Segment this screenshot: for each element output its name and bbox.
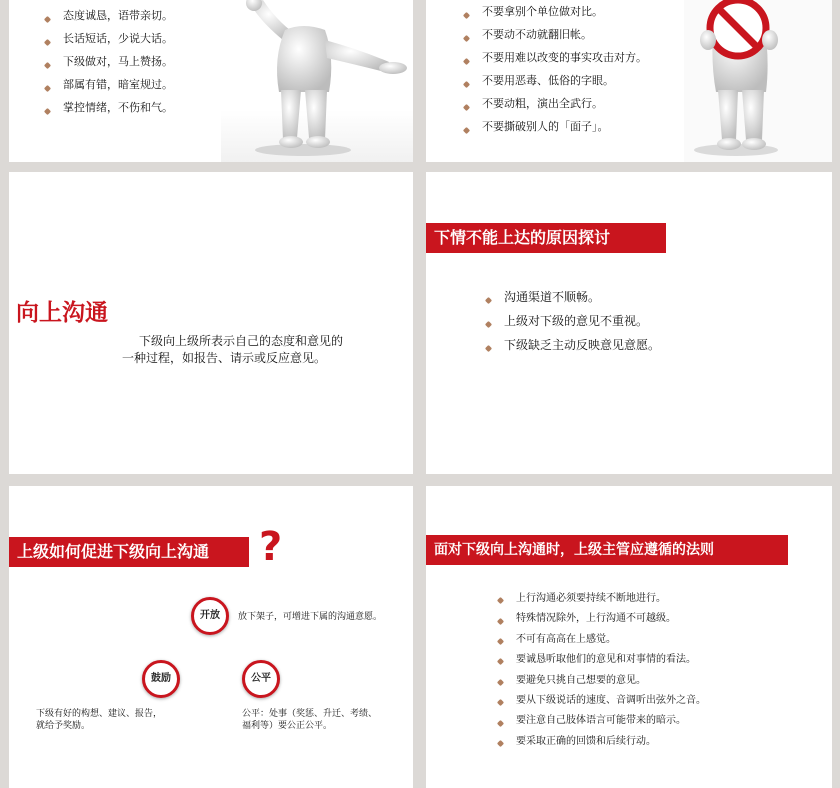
slide-2[interactable] [426,0,832,162]
list-item: 掌控情绪，不伤和气。 [45,101,173,124]
bullet-list [486,290,660,362]
bullet-icon [463,34,470,41]
list-item: 特殊情况除外，上行沟通不可越级。 [498,612,706,632]
fair-note: 公平：处事（奖惩、升迁、考绩、 福利等）要公正公平。 [242,709,378,731]
list-item: 上行沟通必须要持续不断地进行。 [498,592,706,612]
bullet-icon [485,345,492,352]
slide-4[interactable] [426,172,832,474]
list-item: 不可有高高在上感觉。 [498,633,706,653]
list-item: 不要动不动就翻旧帐。 [464,28,647,51]
bullet-icon [497,618,504,625]
bullet-icon [463,57,470,64]
open-note: 放下架子，可增进下属的沟通意愿。 [238,612,383,622]
bullet-icon [497,699,504,706]
slide-title: 上级如何促进下级向上沟通 [9,537,249,567]
bullet-icon [463,103,470,110]
list-item: 要诚恳听取他们的意见和对事情的看法。 [498,653,706,673]
bullet-icon [463,11,470,18]
bullet-icon [497,658,504,665]
3d-person-prohibition-sign-figure-icon [684,0,832,162]
list-item: 不要拿别个单位做对比。 [464,5,647,28]
list-item: 要注意自己肢体语言可能带来的暗示。 [498,714,706,734]
list-item: 不要用恶毒、低俗的字眼。 [464,74,647,97]
bullet-icon [497,740,504,747]
bullet-icon [497,719,504,726]
slide-3[interactable] [9,172,413,474]
bullet-list [45,9,173,124]
bullet-list [498,592,706,755]
list-item: 下级做对，马上赞扬。 [45,55,173,78]
list-item: 下级缺乏主动反映意见意愿。 [486,338,660,362]
bullet-icon [44,15,51,22]
bullet-icon [44,38,51,45]
list-item: 要采取正确的回馈和后续行动。 [498,735,706,755]
bullet-icon [44,107,51,114]
bullet-icon [485,321,492,328]
fair-circle-badge: 公平 [242,660,280,698]
list-item: 上级对下级的意见不重视。 [486,314,660,338]
bullet-icon [44,84,51,91]
bullet-icon [497,597,504,604]
bullet-icon [485,297,492,304]
list-item: 不要动粗，演出全武行。 [464,97,647,120]
open-circle-badge: 开放 [191,597,229,635]
list-item: 不要撕破别人的「面子」。 [464,120,647,143]
list-item: 长话短话，少说大话。 [45,32,173,55]
slide-1[interactable] [9,0,413,162]
bullet-icon [44,61,51,68]
list-item: 态度诚恳，语带亲切。 [45,9,173,32]
list-item: 要从下级说话的速度、音调听出弦外之音。 [498,694,706,714]
slide-6[interactable] [426,486,832,788]
list-item: 要避免只挑自己想要的意见。 [498,674,706,694]
list-item: 不要用难以改变的事实攻击对方。 [464,51,647,74]
slide-title: 向上沟通 [16,300,108,326]
bullet-icon [497,679,504,686]
list-item: 部属有错，暗室规过。 [45,78,173,101]
slide-5[interactable] [9,486,413,788]
encourage-note: 下级有好的构想、建议、报告， 就给予奖励。 [36,709,163,731]
3d-person-welcoming-figure-icon [221,0,413,162]
definition-text: 下级向上级所表示自己的态度和意见的 一种过程，如报告、请示或反应意见。 [121,334,343,365]
encourage-circle-badge: 鼓励 [142,660,180,698]
list-item: 沟通渠道不顺畅。 [486,290,660,314]
bullet-icon [497,638,504,645]
bullet-icon [463,80,470,87]
slide-title: 面对下级向上沟通时，上级主管应遵循的法则 [426,535,788,565]
question-mark-icon: ? [259,524,283,570]
slide-title: 下情不能上达的原因探讨 [426,223,666,253]
bullet-list [464,5,647,143]
bullet-icon [463,126,470,133]
